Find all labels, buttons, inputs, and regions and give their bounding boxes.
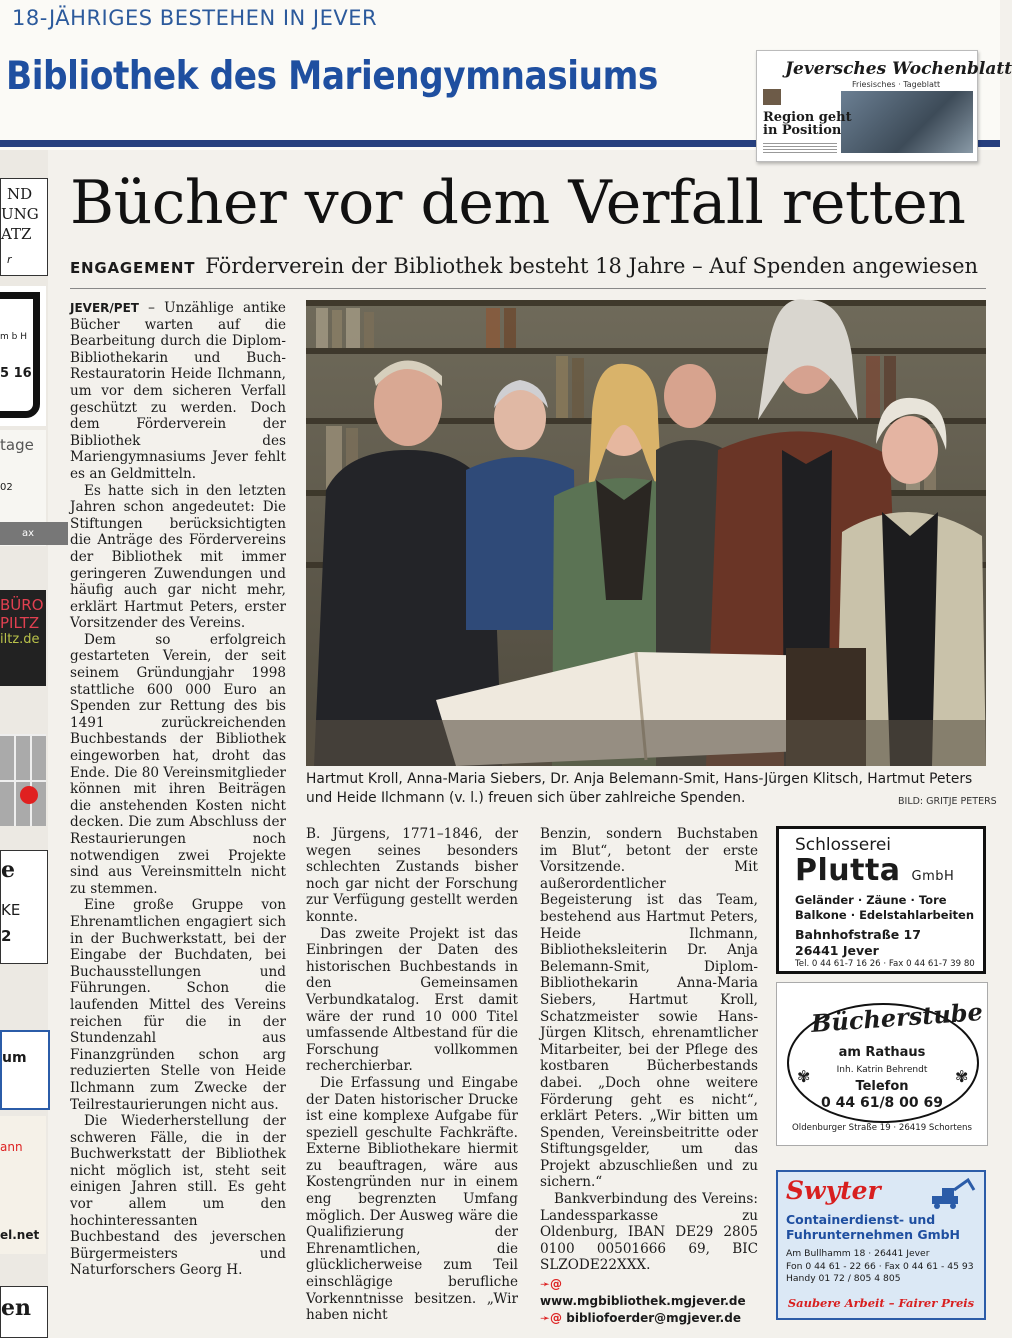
paragraph: Die Wiederherstellung der schweren Fälle, die in der Buchwerkstatt der Bibliothek nicht möglich ist, steht seit einigen Jahren still. Es geht vor allem um den hochinteressanten Buchbestand des jeverschen Bürgermeisters und Naturforschers Georg H. xyxy=(70,1113,286,1279)
paragraph: B. Jürgens, 1771–1846, der wegen seines besonders schlechten Zustands bisher noch gar nicht der Forschung zur Verfügung gestellt werden konnte. xyxy=(306,826,518,925)
flower-icon: ✾ xyxy=(797,1067,811,1086)
paragraph: Eine große Gruppe von Ehrenamtlichen engagiert sich in der Buchwerkstatt, bei der Eingabe der Buchdaten, bei Buchausstellungen und Führungen. Schon die laufenden Mittel des Vereins reichen für die in der Stundenzahl aus Finanzgründen schon arg reduzierten Stelle von Heide Ilchmann zum Zwecke der Teilrestaurierungen nicht aus. xyxy=(70,897,286,1113)
paragraph: Dem so erfolgreich gestarteten Verein, der seit seinem Gründungjahr 1998 stattliche 600 000 Euro an Spenden zur Rettung des bis 1491 zurückreichenden Buchbestands der Bibliothek eingeworben hat, droht das Ende. Die 80 Vereinsmitglieder können mit ihren Beiträgen die anstehenden Kosten nicht decken. Die zum Abschluss der Restaurierungen noch notwendigen zwei Projekte sind aus Vereinsmitteln nicht zu stemmen. xyxy=(70,631,286,897)
article-photo xyxy=(306,300,986,766)
left-ad-7: um xyxy=(0,1030,50,1110)
left-ad-3: tage 02 ax xyxy=(0,430,46,546)
photo-caption: Hartmut Kroll, Anna-Maria Siebers, Dr. Anja Belemann-Smit, Hans-Jürgen Klitsch, Hartmut Peters und Heide Ilchmann (v. l.) freuen sich über zahlreiche Spenden. xyxy=(306,771,973,806)
kicker: 18-JÄHRIGES BESTEHEN IN JEVER xyxy=(12,6,378,30)
article-headline: Bücher vor dem Verfall retten xyxy=(70,168,966,238)
email-link[interactable]: ➛@ bibliofoerder@mgjever.de xyxy=(540,1311,741,1326)
article-tag: ENGAGEMENT xyxy=(70,259,196,277)
paragraph: Die Erfassung und Eingabe der Daten historischer Drucke ist eine komplexe Aufgabe für speziell geschulte Fachkräfte. Externe Bibliothekare hiermit zu beauftragen, wäre aus Kostengründen nur in einem eng begrenzten Umfang möglich. Der Ausweg wäre die Qualifizierung der Ehrenamtlichen, die glücklicherweise zum Teil einschlägige berufliche Vorkenntnisse besitzen. „Wir haben nicht xyxy=(306,1074,518,1324)
ad-swyter: Swyter Containerdienst- und Fuhrunternehmen GmbH Am Bullhamm 18 · 26441 Jever Fon 0 44 61 - 22 66 · Fax 0 44 61 - 45 93 Handy 01 72 / 805 4 805 Saubere Arbeit – Fairer Preis xyxy=(776,1170,986,1320)
left-ad-strip xyxy=(0,150,48,1336)
photo-credit: BILD: GRITJE PETERS xyxy=(898,796,997,807)
text-column-1 xyxy=(70,300,286,1279)
divider xyxy=(70,288,986,289)
newspaper-thumbnail xyxy=(756,50,1012,162)
ad-plutta-name: Plutta GmbH xyxy=(795,853,955,888)
left-ad-4: BÜRO PILTZ iltz.de xyxy=(0,590,46,686)
thumbnail-headline: Region geht in Position xyxy=(763,110,852,138)
dateline: JEVER/PET xyxy=(70,301,139,315)
paragraph: Benzin, sondern Buchstaben im Blut“, betont der erste Vorsitzende. Mit außerordentlicher Begeisterung ist das Team, bestehend aus Hartmut Peters, Heide Ilchmann, Bibliotheksleiterin Dr. Anja Belemann-Smit, Diplom-Bibliothekarin Anna-Maria Siebers, Hartmut Kroll, Schatzmeister sowie Hans-Jürgen Klitsch, ehrenamtlicher Mitarbeiter, bei der Pflege des kostbaren Bücherbestands dabei. „Doch ohne weitere Förderung geht es nicht“, erklärt Peters. „Wir bitten um Spenden, Vereinsbeitritte oder Stiftungsgelder, um das Projekt abzuschließen und zu sichern.“ xyxy=(540,826,758,1191)
group-photo xyxy=(306,300,986,766)
flower-icon: ✾ xyxy=(955,1067,969,1086)
article-subheadline: ENGAGEMENT Förderverein der Bibliothek besteht 18 Jahre – Auf Spenden angewiesen xyxy=(70,254,979,278)
excavator-icon xyxy=(928,1178,976,1210)
website-link[interactable]: ➛@ www.mgbibliothek.mgjever.de xyxy=(540,1277,746,1309)
newspaper-subtitle: Friesisches · Tageblatt xyxy=(852,80,941,89)
paragraph: JEVER/PET – Unzählige antike Bücher warten auf die Bearbeitung durch die Diplom-Bibliothekarin und Buch-Restauratorin Heide Ilchmann, um vor dem sicheren Verfall geschützt zu werden. Doch dem Förderverein der Bibliothek des Mariengymnasiums Jever fehlt es an Geldmitteln. xyxy=(70,300,286,482)
ad-plutta: Schlosserei Plutta GmbH Geländer · Zäune · Tore Balkone · Edelstahlarbeiten Bahnhofstraße 17 26441 Jever Tel. 0 44 61-7 16 26 · Fax 0 44 61-7 39 80 xyxy=(776,826,986,974)
paragraph: Bankverbindung des Vereins: Landessparkasse zu Oldenburg, IBAN DE29 2805 0100 00501666 69, BIC SLZODE22XXX. xyxy=(540,1191,758,1274)
left-ad-5 xyxy=(0,734,46,826)
left-ad-8: ann el.net xyxy=(0,1116,46,1254)
links xyxy=(540,1276,758,1327)
left-ad-2: m b H 5 16 xyxy=(0,286,46,426)
text-column-2 xyxy=(306,826,518,1324)
left-ad-1: ND UNG ATZ r xyxy=(0,178,48,276)
ad-buecherstube: Bücherstube am Rathaus Inh. Katrin Behrendt Telefon 0 44 61/8 00 69 ✾ ✾ Oldenburger Straße 19 · 26419 Schortens xyxy=(776,982,988,1146)
left-ad-6: e KE 2 xyxy=(0,850,48,964)
section-title: Bibliothek des Mariengymnasiums xyxy=(6,54,658,99)
thumbnail-photo xyxy=(841,91,973,153)
left-ad-9: en xyxy=(0,1286,48,1338)
text-column-3 xyxy=(540,826,758,1327)
paragraph: Das zweite Projekt ist das Einbringen der Daten des historischen Buchbestands in den Gemeinsamen Verbundkatalog. Erst damit wäre der rund 10 000 Titel umfassende Altbestand für die Forschung vollkommen recherchierbar. xyxy=(306,925,518,1075)
thumbnail-text xyxy=(763,143,837,153)
paragraph: Es hatte sich in den letzten Jahren schon angedeutet: Die Stiftungen berücksichtigten die Anträge des Fördervereins der Bibliothek mit immer geringeren Zuwendungen und häufig auch gar nicht mehr, erklärt Hartmut Peters, erster Vorsitzender des Vereins. xyxy=(70,482,286,632)
thumbnail-photo-small xyxy=(763,89,781,105)
newspaper-name: Jeversches Wochenblatt xyxy=(785,59,1012,79)
